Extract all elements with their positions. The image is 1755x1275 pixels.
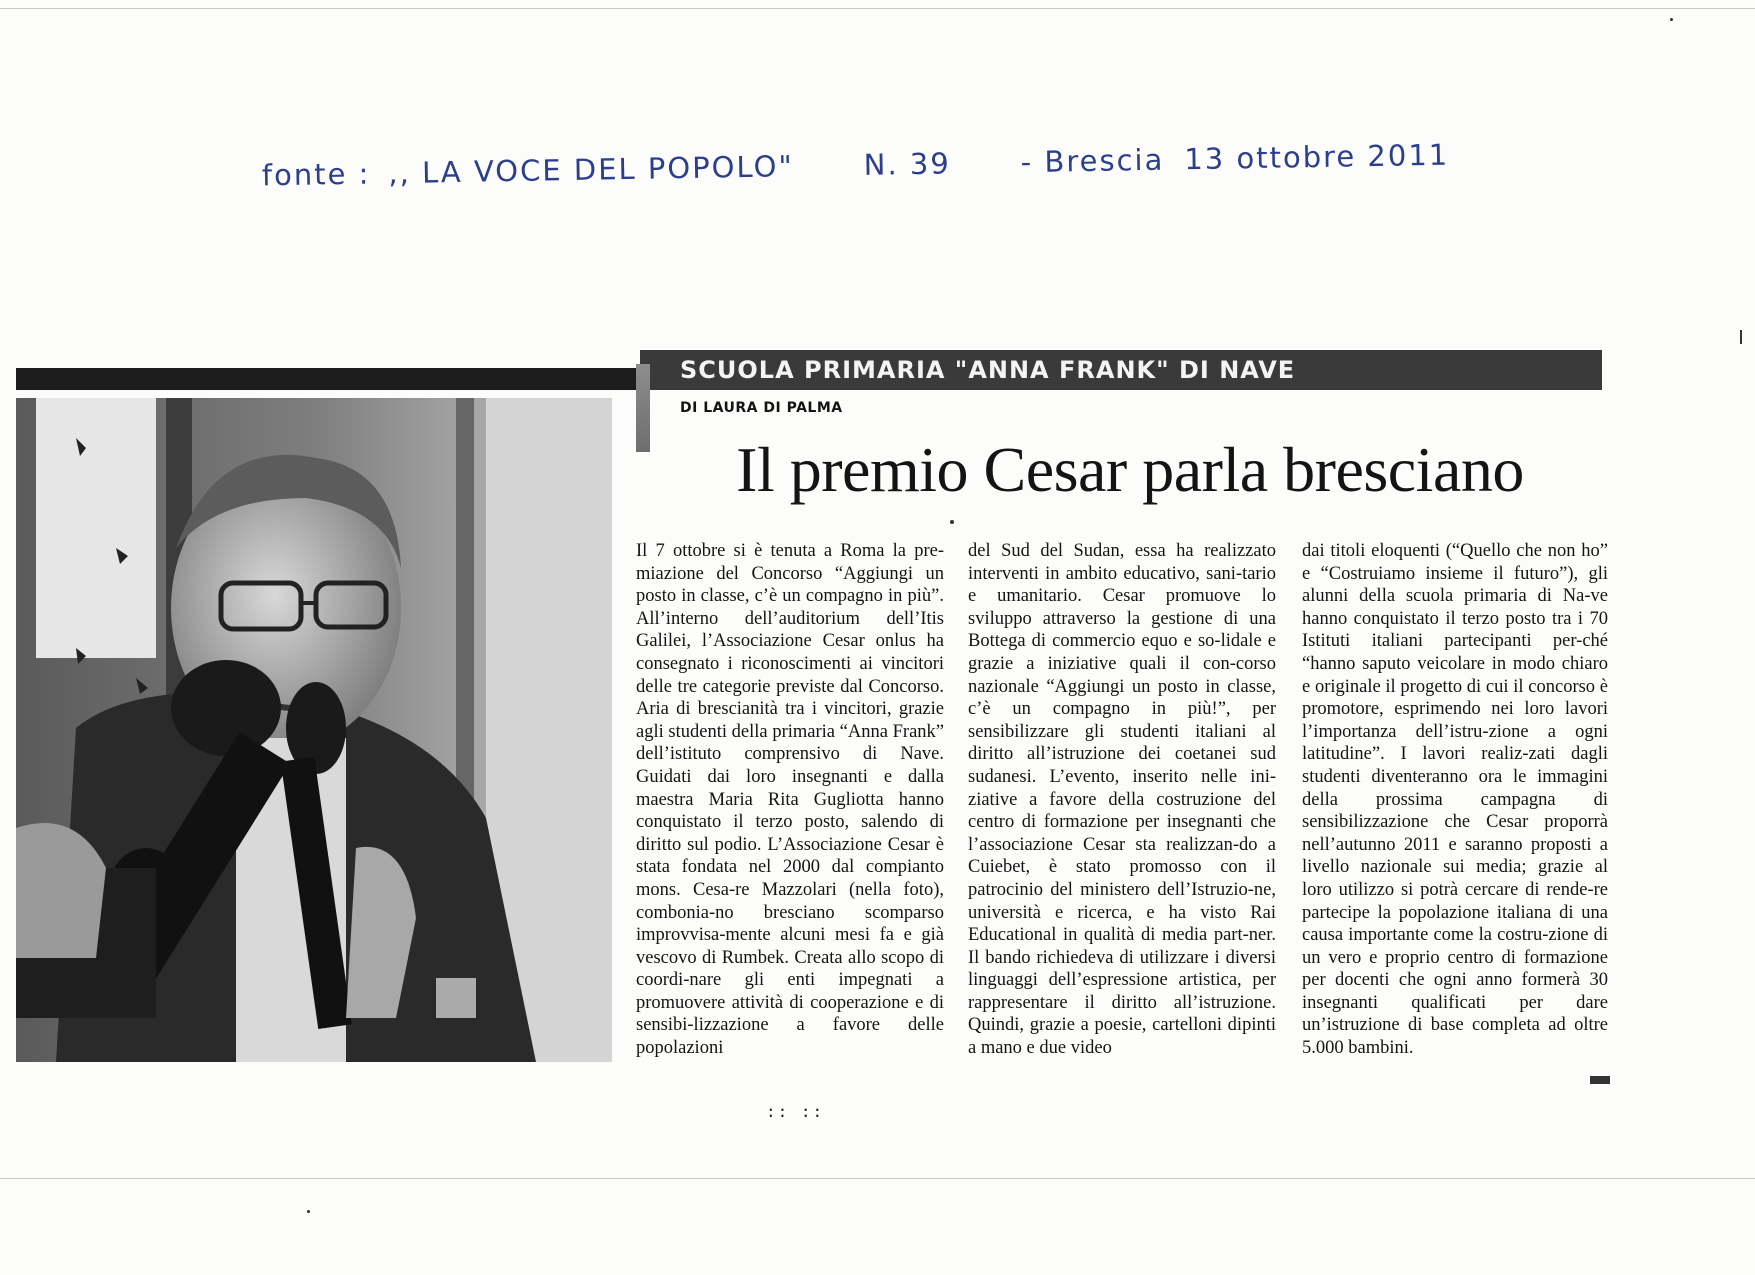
- source-issue: N. 39: [863, 146, 952, 182]
- source-publication: ,, LA VOCE DEL POPOLO": [388, 149, 795, 191]
- handwritten-source-note: [261, 137, 1450, 219]
- scan-edge-bottom: [0, 1178, 1755, 1179]
- source-label: fonte :: [261, 156, 371, 193]
- article-column-1: Il 7 ottobre si è tenuta a Roma la pre-miazione del Concorso “Aggiungi un posto in classe, c’è un compagno in più”. All’interno dell’auditorium dell’Itis Galilei, l’Associazione Cesar onlus ha consegnato i riconoscimenti ai vincitori delle tre categorie previste dal Concorso. Aria di brescianità tra i vincitori, grazie agli studenti della primaria “Anna Frank” dell’istituto comprensivo di Nave. Guidati dai loro insegnanti e dalla maestra Maria Rita Gugliotta hanno conquistato il terzo posto, salendo di diritto sul podio. L’Associazione Cesar è stata fondata nel 2000 dal compianto mons. Cesa-re Mazzolari (nella foto), combonia-no bresciano scomparso improvvisa-mente alcuni mesi fa e già vescovo di Rumbek. Creata allo scopo di coordi-nare gli enti impegnati a promuovere attività di cooperazione e di sensibi-lizzazione a favore delle popolazioni: [636, 541, 944, 1059]
- source-date: 13 ottobre 2011: [1184, 137, 1450, 177]
- source-place: - Brescia: [1020, 142, 1165, 180]
- scan-edge-top: [0, 8, 1755, 9]
- article-column-2: del Sud del Sudan, essa ha realizzato interventi in ambito educativo, sani-tario e umanitario. Cesar promuove lo sviluppo attraverso la gestione di una Bottega di commercio equo e so-lidale e grazie a iniziative quali il con-corso nazionale “Aggiungi un posto in classe, c’è un compagno in più!”, per sensibilizzare gli studenti italiani al diritto all’istruzione dei coetanei sud sudanesi. L’evento, inserito nelle ini-ziative a favore della costruzione del centro di formazione per insegnanti che l’associazione Cesar sta realizzan-do a Cuiebet, è stato promosso con il patrocinio del ministero dell’Istruzio-ne, università e ricerca, e ha visto Rai Educational in qualità di media part-ner. Il bando richiedeva di utilizzare i diversi linguaggi dell’espressione artistica, per rappresentare il diritto all’istruzione. Quindi, grazie a poesie, cartelloni dipinti a mano e due video: [968, 541, 1276, 1059]
- scan-speck: [1740, 330, 1742, 344]
- end-mark: [1590, 1076, 1610, 1084]
- side-rule: [636, 364, 650, 452]
- footer-dots: :: ::: [766, 1102, 825, 1121]
- article-photo: [16, 398, 612, 1062]
- section-title: SCUOLA PRIMARIA "ANNA FRANK" DI NAVE: [680, 356, 1296, 384]
- headline: Il premio Cesar parla bresciano: [736, 434, 1524, 505]
- byline: DI LAURA DI PALMA: [680, 400, 843, 416]
- scan-speck: [950, 520, 954, 524]
- scan-speck: [307, 1210, 310, 1213]
- article-column-3: dai titoli eloquenti (“Quello che non ho” e “Costruiamo insieme il futuro”), gli alunni della scuola primaria di Na-ve hanno conquistato il terzo posto tra i 70 Istituti italiani partecipanti per-ché “hanno saputo veicolare in modo chiaro e originale il progetto di cui il concorso è promotore, esprimendo nei loro lavori l’importanza dell’istru-zione a ogni latitudine”. I lavori realiz-zati dagli studenti diventeranno ora le immagini della prossima campagna di sensibilizzazione che Cesar proporrà nell’autunno 2011 e saranno proposti a livello nazionale sui media; grazie al loro utilizzo si potrà cercare di rende-re partecipe la popolazione italiana di una causa importante come la costru-zione di un vero e proprio centro di formazione per docenti che ogni anno formerà 30 insegnanti qualificati per dare un’istruzione di base completa ad oltre 5.000 bambini.: [1302, 541, 1608, 1059]
- scan-speck: [1670, 18, 1673, 21]
